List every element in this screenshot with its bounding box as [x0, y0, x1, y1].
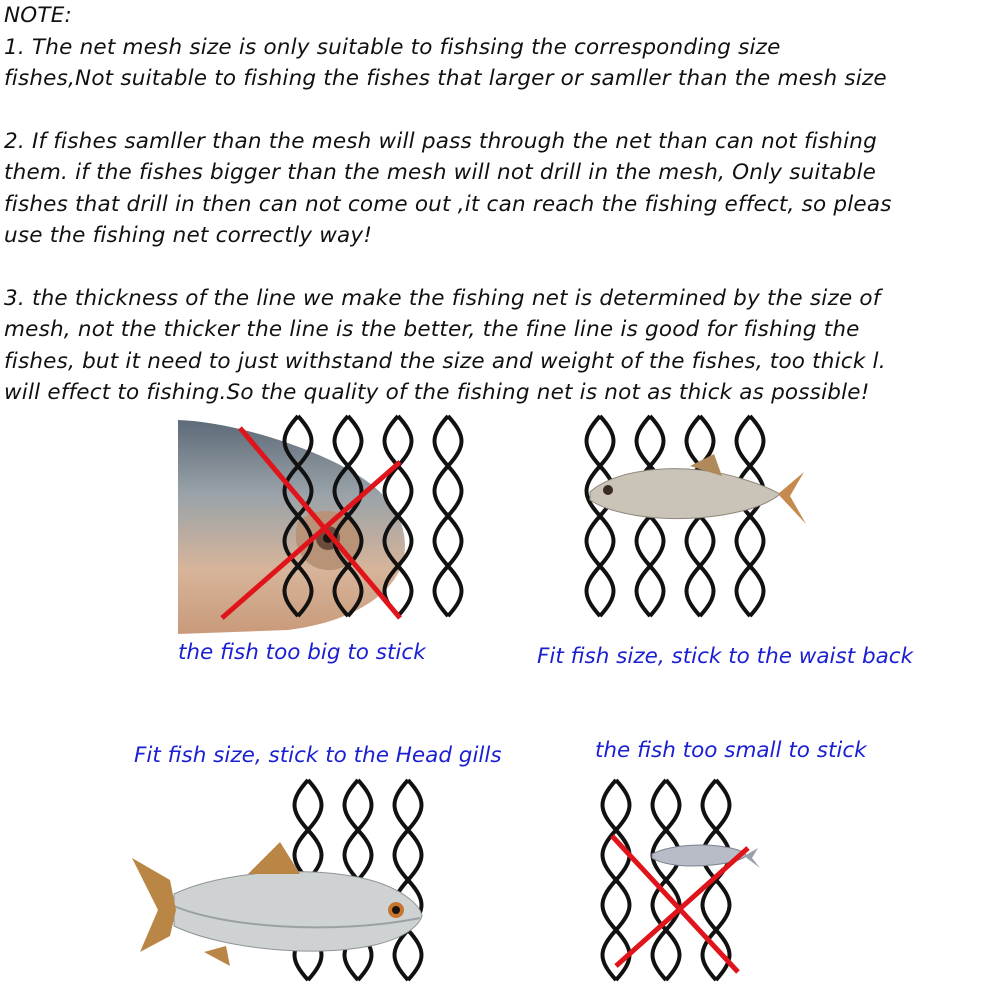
note-line: fishes, but it need to just withstand the size and weight of the fishes, too thick l. [4, 348, 886, 374]
fish-head-gills-illustration [130, 776, 442, 992]
panel-fish-too-big [178, 412, 498, 634]
note-line: will effect to fishing.So the quality of the fishing net is not as thick as possible! [4, 380, 870, 405]
note-gap [4, 252, 1000, 283]
note-line: them. if the fishes bigger than the mesh will not drill in the mesh, Only suitable [4, 160, 877, 185]
caption-too-big: the fish too big to stick [178, 640, 426, 665]
note-line: 3. the thickness of the line we make the fishing net is determined by the size of [4, 285, 881, 311]
note-line: fishes that drill in then can not come out ,it can reach the fishing effect, so pleas [4, 191, 892, 217]
panel-waist-back [566, 414, 810, 630]
note-line: fishes,Not suitable to fishing the fishes that larger or samller than the mesh size [4, 66, 887, 91]
note-line: mesh, not the thicker the line is the better, the fine line is good for fishing the [4, 317, 860, 342]
fish-too-big-illustration [178, 412, 498, 634]
note-line: 1. The net mesh size is only suitable to fishsing the corresponding size [4, 34, 781, 60]
note-heading: NOTE: [4, 3, 72, 28]
fish-waist-back-illustration [566, 414, 810, 630]
caption-too-small: the fish too small to stick [595, 738, 867, 763]
fish-icon [132, 842, 422, 966]
caption-head-gills: Fit fish size, stick to the Head gills [134, 743, 502, 768]
fish-too-small-illustration [582, 776, 782, 992]
note-text-block [4, 0, 1000, 409]
panel-head-gills [130, 776, 442, 992]
note-line: 2. If fishes samller than the mesh will pass through the net than can not fishing [4, 128, 877, 154]
note-gap [4, 95, 1000, 126]
panel-fish-too-small [582, 776, 782, 992]
note-line: use the fishing net correctly way! [4, 223, 373, 248]
fish-icon [590, 454, 806, 524]
caption-waist-back: Fit fish size, stick to the waist back [537, 644, 914, 669]
